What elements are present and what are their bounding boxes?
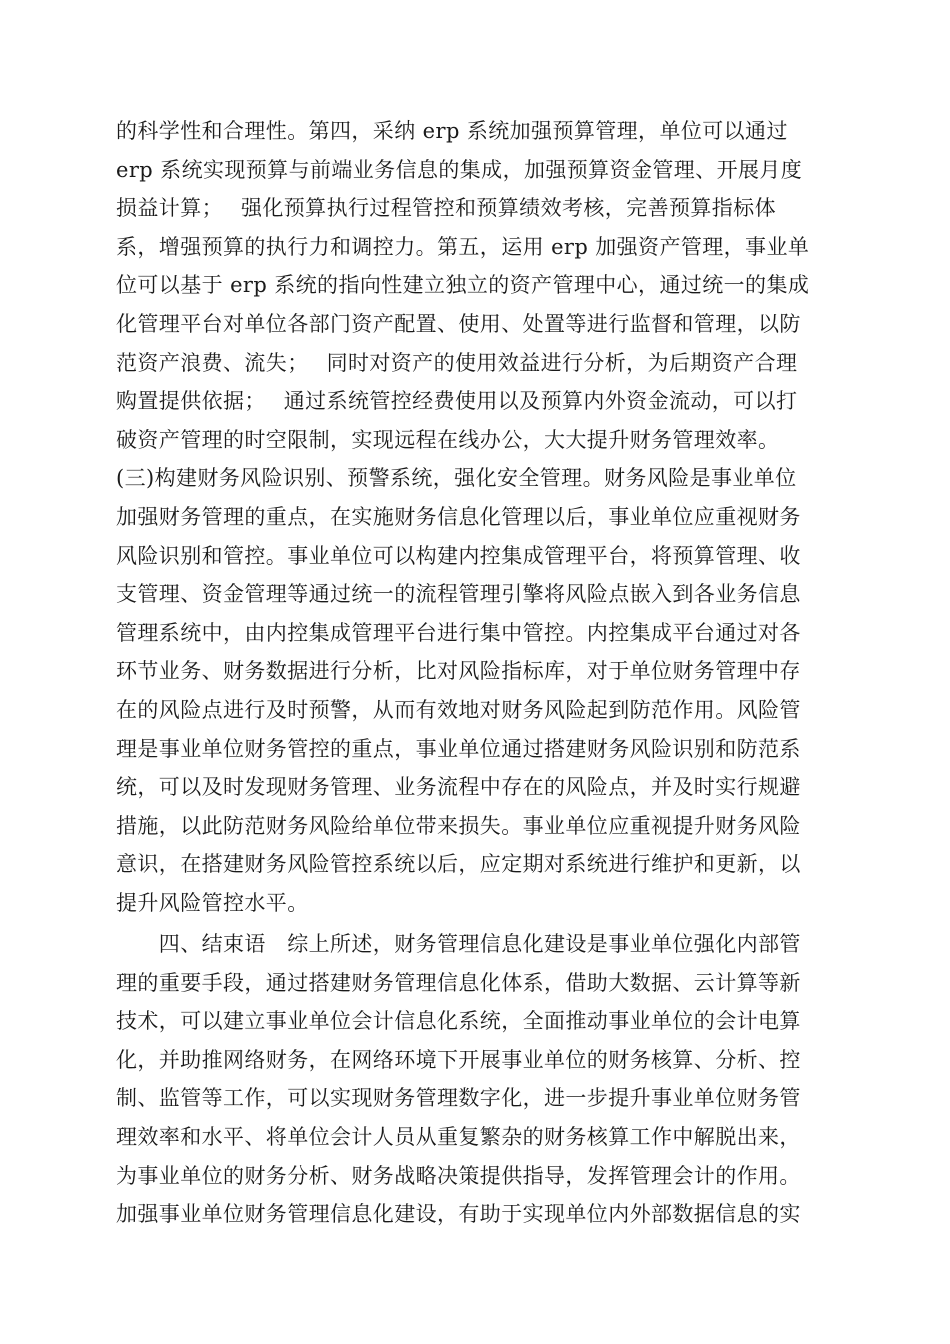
text-line: 化，并助推网络财务，在网络环境下开展事业单位的财务核算、分析、控 bbox=[116, 1047, 801, 1072]
text-line: 加强事业单位财务管理信息化建设，有助于实现单位内外部数据信息的实 bbox=[116, 1202, 801, 1227]
text-line: 范资产浪费、流失； 同时对资产的使用效益进行分析，为后期资产合理 bbox=[116, 350, 798, 375]
text-line: 理是事业单位财务管控的重点，事业单位通过搭建财务风险识别和防范系 bbox=[116, 736, 801, 761]
paragraph-conclusion bbox=[116, 925, 856, 1234]
text-line: 损益计算； 强化预算执行过程管控和预算绩效考核，完善预算指标体 bbox=[116, 196, 776, 221]
text-line: 管理系统中，由内控集成管理平台进行集中管控。内控集成平台通过对各 bbox=[116, 620, 801, 645]
text-line: 意识，在搭建财务风险管控系统以后，应定期对系统进行维护和更新，以 bbox=[116, 852, 801, 877]
text-line: (三)构建财务风险识别、预警系统，强化安全管理。财务风险是事业单位 bbox=[116, 466, 797, 491]
text-line: 在的风险点进行及时预警，从而有效地对财务风险起到防范作用。风险管 bbox=[116, 697, 801, 722]
text-line: 系，增强预算的执行力和调控力。第五，运用 erp 加强资产管理，事业单 bbox=[116, 234, 810, 259]
text-line: 风险识别和管控。事业单位可以构建内控集成管理平台，将预算管理、收 bbox=[116, 543, 801, 568]
text-line: 四、结束语 综上所述，财务管理信息化建设是事业单位强化内部管 bbox=[116, 932, 801, 956]
text-line: 理的重要手段，通过搭建财务管理信息化体系，借助大数据、云计算等新 bbox=[116, 970, 801, 995]
text-line: 为事业单位的财务分析、财务战略决策提供指导，发挥管理会计的作用。 bbox=[116, 1163, 801, 1188]
text-line: 环节业务、财务数据进行分析，比对风险指标库，对于单位财务管理中存 bbox=[116, 659, 801, 684]
text-line: 的科学性和合理性。第四，采纳 erp 系统加强预算管理，单位可以通过 bbox=[116, 119, 788, 143]
text-line: 技术，可以建立事业单位会计信息化系统，全面推动事业单位的会计电算 bbox=[116, 1009, 801, 1034]
text-line: 破资产管理的时空限制，实现远程在线办公，大大提升财务管理效率。 bbox=[116, 427, 780, 452]
text-line: 措施，以此防范财务风险给单位带来损失。事业单位应重视提升财务风险 bbox=[116, 813, 801, 838]
text-line: 制、监管等工作，可以实现财务管理数字化，进一步提升事业单位财务管 bbox=[116, 1086, 801, 1111]
text-line: erp 系统实现预算与前端业务信息的集成，加强预算资金管理、开展月度 bbox=[116, 157, 803, 182]
text-line: 提升风险管控水平。 bbox=[116, 890, 309, 915]
text-line: 理效率和水平、将单位会计人员从重复繁杂的财务核算工作中解脱出来， bbox=[116, 1124, 801, 1149]
text-line: 化管理平台对单位各部门资产配置、使用、处置等进行监督和管理，以防 bbox=[116, 311, 801, 336]
text-line: 购置提供依据； 通过系统管控经费使用以及预算内外资金流动，可以打 bbox=[116, 389, 798, 414]
text-line: 支管理、资金管理等通过统一的流程管理引擎将风险点嵌入到各业务信息 bbox=[116, 582, 801, 607]
text-line: 统，可以及时发现财务管理、业务流程中存在的风险点，并及时实行规避 bbox=[116, 775, 801, 800]
paragraph-erp-and-risk-management bbox=[116, 112, 856, 922]
text-line: 加强财务管理的重点，在实施财务信息化管理以后，事业单位应重视财务 bbox=[116, 504, 801, 529]
text-line: 位可以基于 erp 系统的指向性建立独立的资产管理中心，通过统一的集成 bbox=[116, 273, 810, 298]
